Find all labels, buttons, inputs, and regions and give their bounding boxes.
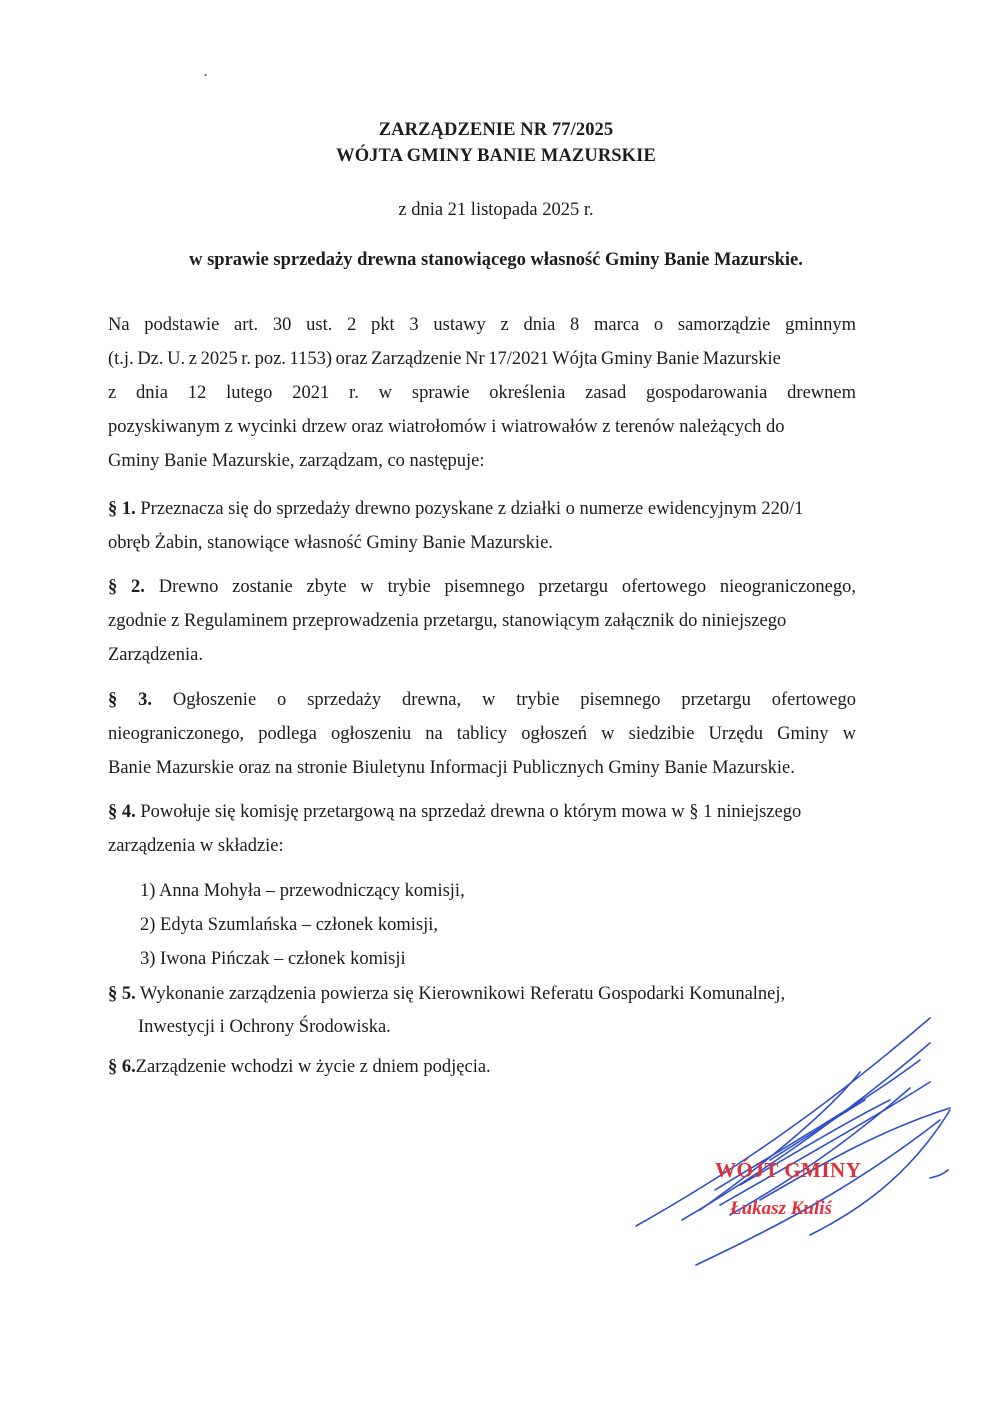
preamble-line-3: z dnia 12 lutego 2021 r. w sprawie określenia zasad gospodarowania drewnem <box>108 383 856 403</box>
document-title-number: ZARZĄDZENIE NR 77/2025 <box>378 120 614 140</box>
stamp-title: WÓJT GMINY <box>715 1158 862 1182</box>
section-1-line-2: obręb Żabin, stanowiące własność Gminy Banie Mazurskie. <box>108 533 553 553</box>
section-2-line-2: zgodnie z Regulaminem przeprowadzenia przetargu, stanowiącym załącznik do niniejszego <box>108 611 787 631</box>
section-4-line-2: zarządzenia w składzie: <box>108 836 284 856</box>
committee-member-1: 1) Anna Mohyła – przewodniczący komisji, <box>140 881 465 901</box>
scan-speck <box>204 74 207 76</box>
section-3-line-1: § 3. Ogłoszenie o sprzedaży drewna, w trybie pisemnego przetargu ofertowego <box>108 690 857 710</box>
section-5-mark: § 5. <box>108 984 136 1004</box>
preamble-line-4: pozyskiwanym z wycinki drzew oraz wiatrołomów i wiatrowałów z terenów należących do <box>108 417 785 437</box>
committee-member-3: 3) Iwona Pińczak – członek komisji <box>140 949 406 969</box>
document-date: z dnia 21 listopada 2025 r. <box>398 200 594 220</box>
section-2-line-1: § 2. Drewno zostanie zbyte w trybie pisemnego przetargu ofertowego nieograniczonego, <box>108 577 856 597</box>
section-5-line-2: Inwestycji i Ochrony Środowiska. <box>138 1017 391 1037</box>
section-3-line-2: nieograniczonego, podlega ogłoszeniu na tablicy ogłoszeń w siedzibie Urzędu Gminy w <box>108 724 856 744</box>
section-3-mark: § 3. <box>108 690 153 710</box>
stamp-name: Łukasz Kuliś <box>730 1198 832 1219</box>
section-2-mark: § 2. <box>108 577 145 597</box>
preamble-line-2: (t.j. Dz. U. z 2025 r. poz. 1153) oraz Zarządzenie Nr 17/2021 Wójta Gminy Banie Mazurskie <box>108 349 781 369</box>
document-subject: w sprawie sprzedaży drewna stanowiącego własność Gminy Banie Mazurskie. <box>189 250 803 270</box>
document-title-authority: WÓJTA GMINY BANIE MAZURSKIE <box>336 146 656 166</box>
section-4-line-1: § 4. Powołuje się komisję przetargową na sprzedaż drewna o którym mowa w § 1 niniejszego <box>108 802 802 822</box>
section-3-line-3: Banie Mazurskie oraz na stronie Biuletynu Informacji Publicznych Gminy Banie Mazurskie. <box>108 758 795 778</box>
section-6-line-1: § 6.Zarządzenie wchodzi w życie z dniem podjęcia. <box>108 1057 491 1077</box>
section-5-line-1: § 5. Wykonanie zarządzenia powierza się Kierownikowi Referatu Gospodarki Komunalnej, <box>108 984 786 1004</box>
committee-member-2: 2) Edyta Szumlańska – członek komisji, <box>140 915 438 935</box>
section-4-mark: § 4. <box>108 802 136 822</box>
preamble-line-5: Gminy Banie Mazurskie, zarządzam, co następuje: <box>108 451 485 471</box>
preamble-line-1: Na podstawie art. 30 ust. 2 pkt 3 ustawy z dnia 8 marca o samorządzie gminnym <box>108 315 856 335</box>
section-1-line-1: § 1. Przeznacza się do sprzedaży drewno pozyskane z działki o numerze ewidencyjnym 220/1 <box>108 499 804 519</box>
section-2-line-3: Zarządzenia. <box>108 645 203 665</box>
section-1-mark: § 1. <box>108 499 136 519</box>
handwritten-signature-icon <box>620 1010 960 1280</box>
section-6-mark: § 6. <box>108 1057 136 1077</box>
